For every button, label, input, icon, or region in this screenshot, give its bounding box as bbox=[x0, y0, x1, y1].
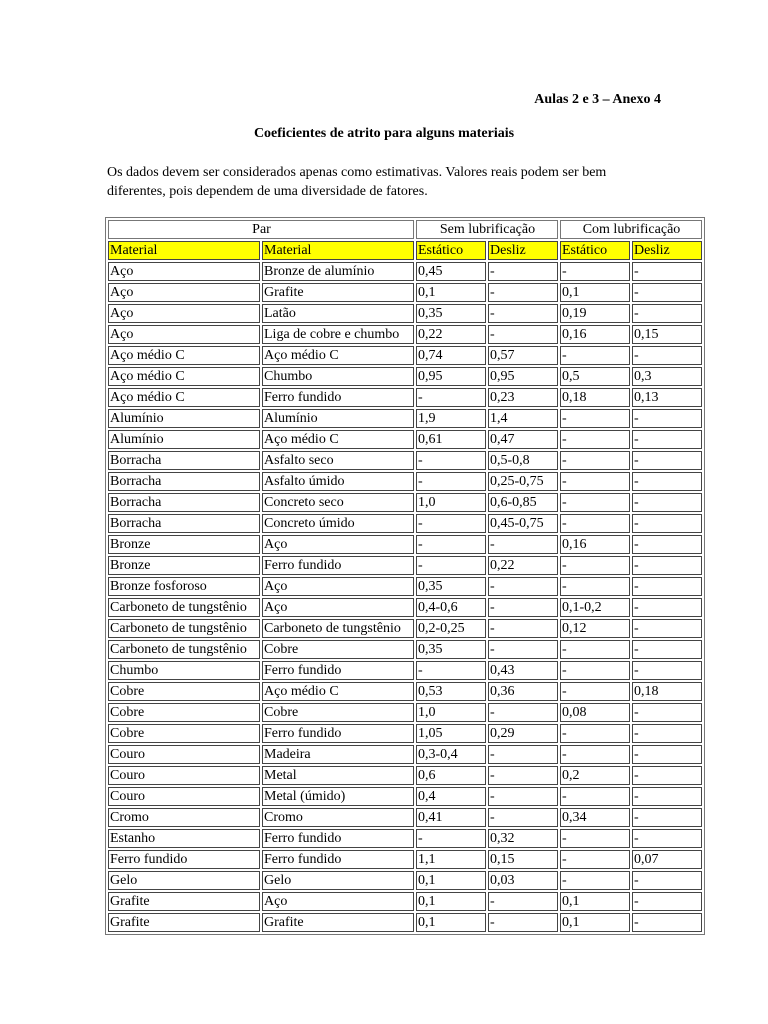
dry-static-cell: 0,35 bbox=[416, 304, 486, 323]
table-row bbox=[108, 724, 702, 743]
dry-sliding-cell: 0,29 bbox=[488, 724, 558, 743]
table-row bbox=[108, 283, 702, 302]
material-1-cell: Bronze bbox=[108, 535, 260, 554]
subheader-dry-sliding: Desliz bbox=[488, 241, 558, 260]
dry-static-cell: - bbox=[416, 451, 486, 470]
material-2-cell: Ferro fundido bbox=[262, 556, 414, 575]
lub-sliding-cell: - bbox=[632, 661, 702, 680]
lub-static-cell: - bbox=[560, 787, 630, 806]
lub-static-cell: - bbox=[560, 556, 630, 575]
table-row bbox=[108, 703, 702, 722]
lub-static-cell: 0,18 bbox=[560, 388, 630, 407]
dry-sliding-cell: - bbox=[488, 892, 558, 911]
dry-static-cell: - bbox=[416, 661, 486, 680]
lub-static-cell: - bbox=[560, 430, 630, 449]
material-2-cell: Madeira bbox=[262, 745, 414, 764]
material-2-cell: Aço bbox=[262, 535, 414, 554]
dry-static-cell: 0,53 bbox=[416, 682, 486, 701]
material-1-cell: Cobre bbox=[108, 703, 260, 722]
dry-static-cell: 0,3-0,4 bbox=[416, 745, 486, 764]
material-1-cell: Cobre bbox=[108, 724, 260, 743]
dry-sliding-cell: 0,32 bbox=[488, 829, 558, 848]
lub-static-cell: 0,1 bbox=[560, 892, 630, 911]
dry-sliding-cell: - bbox=[488, 703, 558, 722]
group-header-par: Par bbox=[108, 220, 414, 239]
lub-sliding-cell: - bbox=[632, 724, 702, 743]
dry-sliding-cell: 0,22 bbox=[488, 556, 558, 575]
lub-sliding-cell: - bbox=[632, 892, 702, 911]
lub-sliding-cell: 0,18 bbox=[632, 682, 702, 701]
material-1-cell: Couro bbox=[108, 787, 260, 806]
dry-static-cell: 0,95 bbox=[416, 367, 486, 386]
material-1-cell: Aço médio C bbox=[108, 346, 260, 365]
lub-sliding-cell: - bbox=[632, 745, 702, 764]
table-row bbox=[108, 787, 702, 806]
dry-static-cell: 0,1 bbox=[416, 283, 486, 302]
table-row bbox=[108, 808, 702, 827]
material-1-cell: Borracha bbox=[108, 451, 260, 470]
dry-static-cell: 1,0 bbox=[416, 703, 486, 722]
material-2-cell: Carboneto de tungstênio bbox=[262, 619, 414, 638]
dry-sliding-cell: - bbox=[488, 304, 558, 323]
header-label: Aulas 2 e 3 – Anexo 4 bbox=[534, 92, 661, 107]
lub-static-cell: - bbox=[560, 346, 630, 365]
table-row bbox=[108, 304, 702, 323]
material-2-cell: Concreto úmido bbox=[262, 514, 414, 533]
material-2-cell: Chumbo bbox=[262, 367, 414, 386]
subheader-row bbox=[108, 241, 702, 260]
table-row bbox=[108, 535, 702, 554]
lub-static-cell: 0,19 bbox=[560, 304, 630, 323]
dry-static-cell: - bbox=[416, 388, 486, 407]
material-2-cell: Ferro fundido bbox=[262, 661, 414, 680]
dry-sliding-cell: 0,45-0,75 bbox=[488, 514, 558, 533]
table-row bbox=[108, 514, 702, 533]
material-1-cell: Borracha bbox=[108, 514, 260, 533]
dry-sliding-cell: 0,03 bbox=[488, 871, 558, 890]
material-1-cell: Aço médio C bbox=[108, 388, 260, 407]
dry-sliding-cell: - bbox=[488, 808, 558, 827]
material-1-cell: Bronze fosforoso bbox=[108, 577, 260, 596]
dry-static-cell: 0,2-0,25 bbox=[416, 619, 486, 638]
lub-sliding-cell: - bbox=[632, 346, 702, 365]
lub-sliding-cell: - bbox=[632, 619, 702, 638]
table-row bbox=[108, 577, 702, 596]
material-1-cell: Chumbo bbox=[108, 661, 260, 680]
dry-static-cell: 0,41 bbox=[416, 808, 486, 827]
dry-sliding-cell: - bbox=[488, 745, 558, 764]
material-2-cell: Liga de cobre e chumbo bbox=[262, 325, 414, 344]
dry-sliding-cell: - bbox=[488, 577, 558, 596]
dry-static-cell: 0,4-0,6 bbox=[416, 598, 486, 617]
lub-static-cell: 0,08 bbox=[560, 703, 630, 722]
table-row bbox=[108, 262, 702, 281]
lub-sliding-cell: - bbox=[632, 451, 702, 470]
lub-sliding-cell: - bbox=[632, 808, 702, 827]
dry-sliding-cell: - bbox=[488, 598, 558, 617]
dry-static-cell: 1,1 bbox=[416, 850, 486, 869]
group-header-lubricated: Com lubrificação bbox=[560, 220, 702, 239]
lub-static-cell: - bbox=[560, 829, 630, 848]
lub-sliding-cell: - bbox=[632, 514, 702, 533]
material-2-cell: Ferro fundido bbox=[262, 388, 414, 407]
material-1-cell: Grafite bbox=[108, 913, 260, 932]
lub-static-cell: 0,1 bbox=[560, 913, 630, 932]
lub-sliding-cell: - bbox=[632, 430, 702, 449]
dry-static-cell: 0,1 bbox=[416, 913, 486, 932]
table-body bbox=[108, 262, 702, 932]
table-row bbox=[108, 661, 702, 680]
material-1-cell: Alumínio bbox=[108, 409, 260, 428]
material-1-cell: Aço bbox=[108, 283, 260, 302]
lub-static-cell: - bbox=[560, 577, 630, 596]
dry-static-cell: 0,61 bbox=[416, 430, 486, 449]
material-2-cell: Cobre bbox=[262, 640, 414, 659]
table-row bbox=[108, 493, 702, 512]
material-2-cell: Ferro fundido bbox=[262, 724, 414, 743]
lub-sliding-cell: - bbox=[632, 871, 702, 890]
dry-sliding-cell: 0,5-0,8 bbox=[488, 451, 558, 470]
dry-static-cell: 0,35 bbox=[416, 577, 486, 596]
lub-sliding-cell: - bbox=[632, 766, 702, 785]
material-1-cell: Couro bbox=[108, 766, 260, 785]
page-title: Coeficientes de atrito para alguns materiais bbox=[253, 126, 515, 141]
material-2-cell: Alumínio bbox=[262, 409, 414, 428]
material-1-cell: Carboneto de tungstênio bbox=[108, 598, 260, 617]
dry-static-cell: - bbox=[416, 472, 486, 491]
table-row bbox=[108, 430, 702, 449]
material-1-cell: Aço bbox=[108, 262, 260, 281]
dry-static-cell: 0,1 bbox=[416, 871, 486, 890]
dry-sliding-cell: 1,4 bbox=[488, 409, 558, 428]
lub-static-cell: - bbox=[560, 409, 630, 428]
material-2-cell: Latão bbox=[262, 304, 414, 323]
dry-sliding-cell: 0,6-0,85 bbox=[488, 493, 558, 512]
material-1-cell: Gelo bbox=[108, 871, 260, 890]
dry-sliding-cell: 0,15 bbox=[488, 850, 558, 869]
material-1-cell: Borracha bbox=[108, 472, 260, 491]
dry-static-cell: 0,6 bbox=[416, 766, 486, 785]
material-2-cell: Metal bbox=[262, 766, 414, 785]
material-1-cell: Aço bbox=[108, 304, 260, 323]
intro-paragraph: Os dados devem ser considerados apenas como estimativas. Valores reais podem ser bem diferentes, pois dependem de uma diversidade de fatores. bbox=[107, 165, 607, 199]
dry-sliding-cell: - bbox=[488, 325, 558, 344]
lub-sliding-cell: - bbox=[632, 283, 702, 302]
table-row bbox=[108, 619, 702, 638]
dry-static-cell: 1,0 bbox=[416, 493, 486, 512]
material-2-cell: Grafite bbox=[262, 913, 414, 932]
material-2-cell: Asfalto seco bbox=[262, 451, 414, 470]
material-1-cell: Borracha bbox=[108, 493, 260, 512]
material-1-cell: Cromo bbox=[108, 808, 260, 827]
lub-static-cell: - bbox=[560, 640, 630, 659]
dry-sliding-cell: - bbox=[488, 619, 558, 638]
subheader-lub-sliding: Desliz bbox=[632, 241, 702, 260]
lub-sliding-cell: - bbox=[632, 577, 702, 596]
material-1-cell: Aço bbox=[108, 325, 260, 344]
lub-static-cell: - bbox=[560, 514, 630, 533]
material-1-cell: Carboneto de tungstênio bbox=[108, 619, 260, 638]
lub-static-cell: - bbox=[560, 682, 630, 701]
table-row bbox=[108, 346, 702, 365]
table-row bbox=[108, 640, 702, 659]
lub-sliding-cell: - bbox=[632, 493, 702, 512]
table-row bbox=[108, 682, 702, 701]
dry-static-cell: 0,35 bbox=[416, 640, 486, 659]
table-row bbox=[108, 472, 702, 491]
dry-static-cell: 0,74 bbox=[416, 346, 486, 365]
dry-sliding-cell: - bbox=[488, 640, 558, 659]
lub-static-cell: 0,2 bbox=[560, 766, 630, 785]
dry-static-cell: - bbox=[416, 556, 486, 575]
lub-static-cell: - bbox=[560, 850, 630, 869]
material-2-cell: Cobre bbox=[262, 703, 414, 722]
dry-sliding-cell: 0,43 bbox=[488, 661, 558, 680]
table-row bbox=[108, 913, 702, 932]
material-1-cell: Couro bbox=[108, 745, 260, 764]
dry-sliding-cell: - bbox=[488, 283, 558, 302]
material-2-cell: Ferro fundido bbox=[262, 829, 414, 848]
lub-sliding-cell: 0,13 bbox=[632, 388, 702, 407]
dry-sliding-cell: 0,57 bbox=[488, 346, 558, 365]
lub-static-cell: 0,12 bbox=[560, 619, 630, 638]
material-2-cell: Gelo bbox=[262, 871, 414, 890]
table-row bbox=[108, 556, 702, 575]
dry-sliding-cell: 0,95 bbox=[488, 367, 558, 386]
table-row bbox=[108, 766, 702, 785]
dry-static-cell: - bbox=[416, 514, 486, 533]
material-1-cell: Grafite bbox=[108, 892, 260, 911]
lub-sliding-cell: 0,15 bbox=[632, 325, 702, 344]
table-row bbox=[108, 325, 702, 344]
lub-static-cell: 0,16 bbox=[560, 535, 630, 554]
dry-static-cell: - bbox=[416, 829, 486, 848]
dry-sliding-cell: - bbox=[488, 913, 558, 932]
material-2-cell: Bronze de alumínio bbox=[262, 262, 414, 281]
lub-static-cell: - bbox=[560, 661, 630, 680]
lub-sliding-cell: - bbox=[632, 829, 702, 848]
group-header-row bbox=[108, 220, 702, 239]
dry-static-cell: 0,45 bbox=[416, 262, 486, 281]
lub-sliding-cell: - bbox=[632, 304, 702, 323]
lub-static-cell: - bbox=[560, 724, 630, 743]
dry-static-cell: - bbox=[416, 535, 486, 554]
material-1-cell: Bronze bbox=[108, 556, 260, 575]
dry-sliding-cell: 0,23 bbox=[488, 388, 558, 407]
lub-sliding-cell: 0,07 bbox=[632, 850, 702, 869]
dry-sliding-cell: - bbox=[488, 787, 558, 806]
material-1-cell: Aço médio C bbox=[108, 367, 260, 386]
table-row bbox=[108, 829, 702, 848]
lub-static-cell: - bbox=[560, 451, 630, 470]
material-1-cell: Carboneto de tungstênio bbox=[108, 640, 260, 659]
dry-sliding-cell: 0,36 bbox=[488, 682, 558, 701]
lub-sliding-cell: - bbox=[632, 409, 702, 428]
dry-sliding-cell: - bbox=[488, 535, 558, 554]
lub-sliding-cell: - bbox=[632, 640, 702, 659]
dry-static-cell: 1,9 bbox=[416, 409, 486, 428]
dry-sliding-cell: 0,47 bbox=[488, 430, 558, 449]
lub-static-cell: - bbox=[560, 493, 630, 512]
lub-static-cell: - bbox=[560, 745, 630, 764]
material-2-cell: Aço bbox=[262, 577, 414, 596]
lub-sliding-cell: 0,3 bbox=[632, 367, 702, 386]
dry-sliding-cell: 0,25-0,75 bbox=[488, 472, 558, 491]
table-row bbox=[108, 388, 702, 407]
lub-sliding-cell: - bbox=[632, 913, 702, 932]
lub-sliding-cell: - bbox=[632, 703, 702, 722]
lub-static-cell: 0,1-0,2 bbox=[560, 598, 630, 617]
material-2-cell: Grafite bbox=[262, 283, 414, 302]
table-row bbox=[108, 451, 702, 470]
material-1-cell: Cobre bbox=[108, 682, 260, 701]
material-2-cell: Aço médio C bbox=[262, 682, 414, 701]
material-2-cell: Asfalto úmido bbox=[262, 472, 414, 491]
table-row bbox=[108, 409, 702, 428]
dry-sliding-cell: - bbox=[488, 262, 558, 281]
subheader-dry-static: Estático bbox=[416, 241, 486, 260]
lub-sliding-cell: - bbox=[632, 472, 702, 491]
lub-static-cell: 0,5 bbox=[560, 367, 630, 386]
material-2-cell: Concreto seco bbox=[262, 493, 414, 512]
lub-sliding-cell: - bbox=[632, 535, 702, 554]
table-row bbox=[108, 598, 702, 617]
lub-static-cell: - bbox=[560, 472, 630, 491]
material-1-cell: Estanho bbox=[108, 829, 260, 848]
dry-static-cell: 0,22 bbox=[416, 325, 486, 344]
dry-static-cell: 0,1 bbox=[416, 892, 486, 911]
material-2-cell: Ferro fundido bbox=[262, 850, 414, 869]
table-row bbox=[108, 871, 702, 890]
subheader-material-1: Material bbox=[108, 241, 260, 260]
material-2-cell: Aço bbox=[262, 598, 414, 617]
subheader-lub-static: Estático bbox=[560, 241, 630, 260]
material-2-cell: Aço médio C bbox=[262, 346, 414, 365]
subheader-material-2: Material bbox=[262, 241, 414, 260]
material-1-cell: Ferro fundido bbox=[108, 850, 260, 869]
dry-static-cell: 1,05 bbox=[416, 724, 486, 743]
group-header-dry: Sem lubrificação bbox=[416, 220, 558, 239]
dry-static-cell: 0,4 bbox=[416, 787, 486, 806]
friction-table bbox=[105, 217, 705, 935]
lub-static-cell: - bbox=[560, 262, 630, 281]
dry-sliding-cell: - bbox=[488, 766, 558, 785]
lub-sliding-cell: - bbox=[632, 556, 702, 575]
lub-sliding-cell: - bbox=[632, 787, 702, 806]
material-2-cell: Aço médio C bbox=[262, 430, 414, 449]
lub-static-cell: 0,34 bbox=[560, 808, 630, 827]
lub-static-cell: - bbox=[560, 871, 630, 890]
table-row bbox=[108, 367, 702, 386]
material-2-cell: Aço bbox=[262, 892, 414, 911]
material-2-cell: Cromo bbox=[262, 808, 414, 827]
lub-sliding-cell: - bbox=[632, 598, 702, 617]
lub-sliding-cell: - bbox=[632, 262, 702, 281]
lub-static-cell: 0,16 bbox=[560, 325, 630, 344]
table-row bbox=[108, 745, 702, 764]
material-1-cell: Alumínio bbox=[108, 430, 260, 449]
table-row bbox=[108, 892, 702, 911]
lub-static-cell: 0,1 bbox=[560, 283, 630, 302]
material-2-cell: Metal (úmido) bbox=[262, 787, 414, 806]
table-row bbox=[108, 850, 702, 869]
